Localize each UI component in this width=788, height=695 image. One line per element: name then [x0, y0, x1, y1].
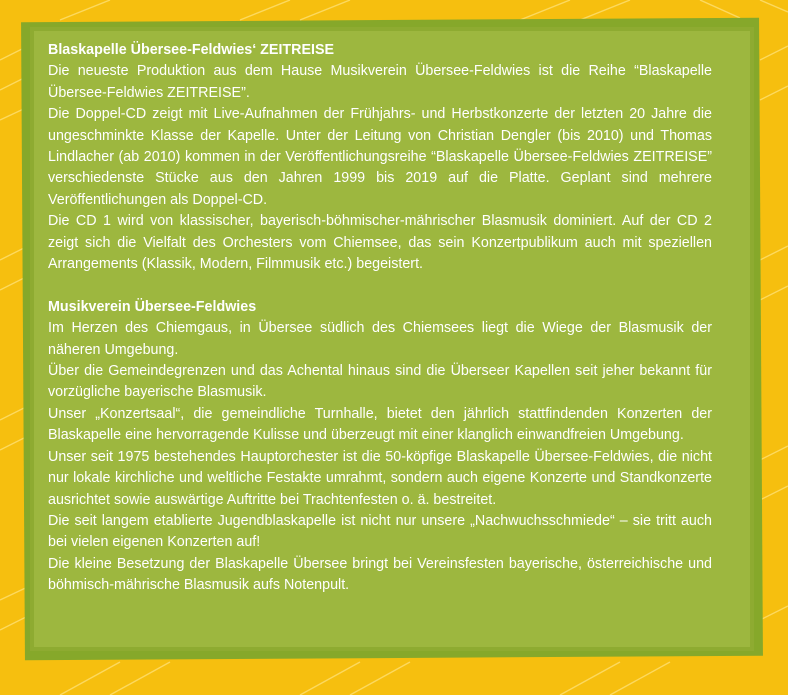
paragraph: Unser „Konzertsaal“, die gemeindliche Turnhalle, bietet den jährlich stattfindenden Konzerten der Blaskapelle eine hervorragende Kulisse und überzeugt mit einer klanglich einwandfreien Umgebung. [48, 405, 712, 444]
text-content [48, 40, 712, 597]
paragraph: Unser seit 1975 bestehendes Hauptorchester ist die 50-köpfige Blaskapelle Übersee-Feldwies, die nicht nur lokale kirchliche und weltliche Festakte umrahmt, sondern auch eigene Konzerte und Standkonzerte ausrichtet sowie auswärtige Auftritte bei Trachtenfesten o. ä. bestreitet. [48, 448, 712, 508]
paragraph: Die CD 1 wird von klassischer, bayerisch-böhmischer-mährischer Blasmusik dominiert. Auf der CD 2 zeigt sich die Vielfalt des Orchesters vom Chiemsee, das sein Konzertpublikum auch mit speziellen Arrangements (Klassik, Modern, Filmmusik etc.) begeistert. [48, 213, 712, 273]
paragraph: Die seit langem etablierte Jugendblaskapelle ist nicht nur unsere „Nachwuchsschmiede“ – sie tritt auch bei vielen eigenen Konzerten auf! [48, 512, 712, 551]
paragraph: Im Herzen des Chiemgaus, in Übersee südlich des Chiemsees liegt die Wiege der Blasmusik der näheren Umgebung. [48, 320, 712, 358]
section-spacer [48, 275, 712, 296]
paragraph: Die neueste Produktion aus dem Hause Musikverein Übersee-Feldwies ist die Reihe “Blaskapelle Übersee-Feldwies ZEITREISE”. [48, 63, 712, 101]
paragraph: Die Doppel-CD zeigt mit Live-Aufnahmen der Frühjahrs- und Herbstkonzerte der letzten 20 Jahre die ungeschminkte Klasse der Kapelle. Unter der Leitung von Christian Dengler (bis 2010) und Thomas Lindlacher (ab 2010) kommen in der Veröffentlichungsreihe “Blaskapelle Übersee-Feldwies ZEITREISE” verschiedenste Stücke aus den Jahren 1999 bis 2019 auf die Platte. Geplant sind mehrere Veröffentlichungen als Doppel-CD. [48, 106, 712, 208]
section-heading-zeitreise: Blaskapelle Übersee-Feldwies‘ ZEITREISE [48, 42, 335, 58]
paragraph: Die kleine Besetzung der Blaskapelle Übersee bringt bei Vereinsfesten bayerische, österreichische und böhmisch-mährische Blasmusik aufs Notenpult. [48, 555, 712, 594]
section-heading-musikverein: Musikverein Übersee-Feldwies [48, 298, 257, 315]
paragraph: Über die Gemeindegrenzen und das Achental hinaus sind die Überseer Kapellen seit jeher bekannt für vorzügliche bayerische Blasmusik. [48, 363, 712, 401]
